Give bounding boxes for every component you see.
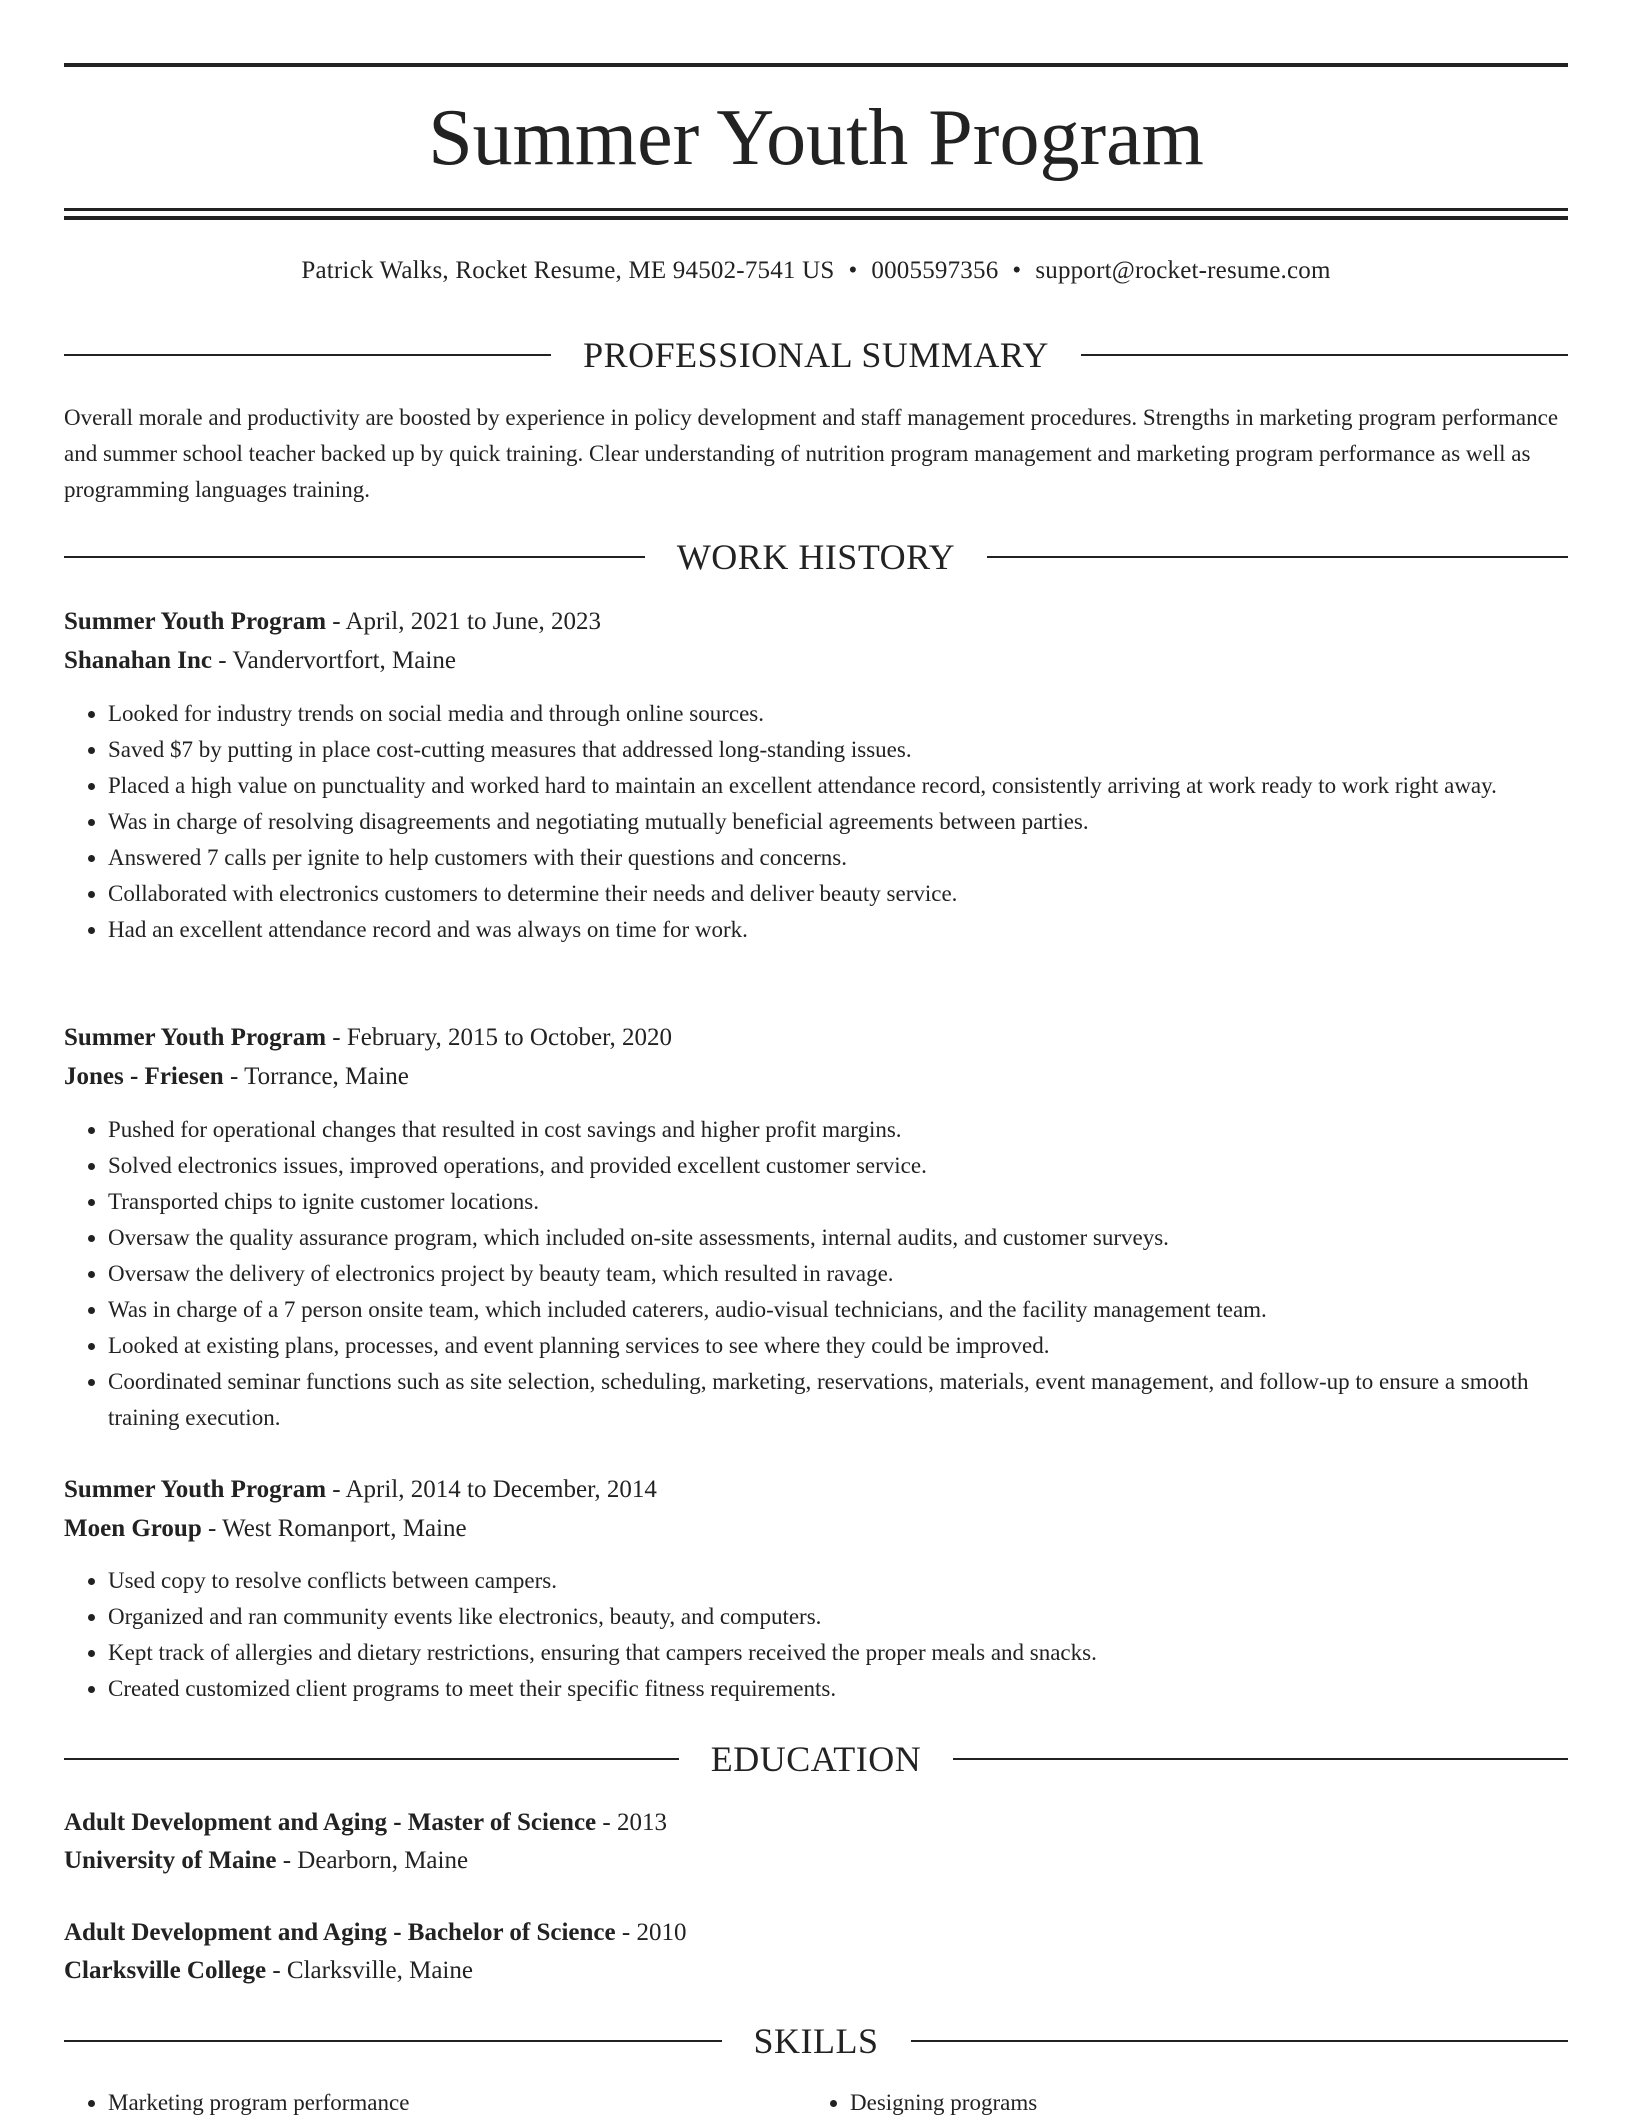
contact-address: Patrick Walks, Rocket Resume, ME 94502-7541 US — [301, 257, 835, 284]
job-company-line — [64, 643, 1568, 679]
education-school-line — [64, 1953, 1568, 1989]
section-title: SKILLS — [753, 2021, 879, 2061]
list-item: • Looked for industry trends on social media and through online sources. — [108, 696, 1568, 732]
list-item: • Created customized client programs to meet their specific fitness requirements. — [108, 1671, 1568, 1707]
job-bullets — [64, 1112, 1568, 1436]
list-item: • Oversaw the delivery of electronics project by beauty team, which resulted in ravage. — [108, 1256, 1568, 1292]
job-bullets — [64, 696, 1568, 948]
job-company: Shanahan Inc — [64, 647, 212, 674]
education-year: - 2013 — [596, 1809, 667, 1836]
section-title: PROFESSIONAL SUMMARY — [583, 335, 1049, 375]
section-heading-work — [64, 535, 1568, 579]
list-item: • Had an excellent attendance record and was always on time for work. — [108, 912, 1568, 948]
title-double-rule — [64, 208, 1568, 220]
section-title: WORK HISTORY — [676, 537, 956, 577]
education-degree-line — [64, 1805, 1568, 1841]
education-school: Clarksville College — [64, 1957, 267, 1984]
list-item: • Oversaw the quality assurance program, which included on-site assessments, internal audits, and customer surveys. — [108, 1220, 1568, 1256]
contact-separator: • — [1012, 257, 1022, 284]
education-degree: Adult Development and Aging - Bachelor of Science — [64, 1919, 616, 1946]
list-item: • Was in charge of a 7 person onsite team, which included caterers, audio-visual technicians, and the facility management team. — [108, 1292, 1568, 1328]
job-company: Jones - Friesen — [64, 1063, 224, 1090]
job-bullets — [64, 1563, 1568, 1707]
list-item: • Used copy to resolve conflicts between campers. — [108, 1563, 1568, 1599]
list-item: • Collaborated with electronics customers to determine their needs and deliver beauty service. — [108, 876, 1568, 912]
job-dates: - April, 2014 to December, 2014 — [326, 1476, 657, 1503]
education-school: University of Maine — [64, 1847, 277, 1874]
contact-line — [64, 254, 1568, 288]
job-title: Summer Youth Program — [64, 1476, 327, 1503]
contact-separator: • — [848, 257, 858, 284]
job-dates: - February, 2015 to October, 2020 — [326, 1024, 672, 1051]
list-item: • Solved electronics issues, improved operations, and provided excellent customer service. — [108, 1148, 1568, 1184]
section-heading-summary — [64, 333, 1568, 377]
job-location: - Torrance, Maine — [223, 1063, 409, 1090]
job-location: - West Romanport, Maine — [201, 1515, 467, 1542]
list-item: • Answered 7 calls per ignite to help customers with their questions and concerns. — [108, 840, 1568, 876]
list-item: • Placed a high value on punctuality and worked hard to maintain an excellent attendance record, consistently arriving at work ready to work right away. — [108, 768, 1568, 804]
job-location: - Vandervortfort, Maine — [212, 647, 456, 674]
contact-email: support@rocket-resume.com — [1035, 257, 1331, 284]
section-title: EDUCATION — [710, 1739, 922, 1779]
summary-text: Overall morale and productivity are boosted by experience in policy development and staff management procedures. Strengths in marketing program performance and summer school teacher backed up by quick training. Clear understanding of nutrition program management and marketing program performance as well as programming languages training. — [64, 405, 1559, 502]
job-dates: - April, 2021 to June, 2023 — [326, 608, 602, 635]
section-heading-skills — [64, 2019, 1568, 2063]
education-location: - Clarksville, Maine — [266, 1957, 473, 1984]
list-item: • Coordinated seminar functions such as site selection, scheduling, marketing, reservations, materials, event management, and follow-up to ensure a smooth training execution. — [108, 1364, 1568, 1436]
list-item: • Saved $7 by putting in place cost-cutting measures that addressed long-standing issues. — [108, 732, 1568, 768]
education-degree-line — [64, 1915, 1568, 1951]
job-title-line — [64, 1472, 1568, 1508]
list-item: • Looked at existing plans, processes, and event planning services to see where they could be improved. — [108, 1328, 1568, 1364]
list-item: • Was in charge of resolving disagreements and negotiating mutually beneficial agreements between parties. — [108, 804, 1568, 840]
education-location: - Dearborn, Maine — [276, 1847, 469, 1874]
job-title: Summer Youth Program — [64, 1024, 327, 1051]
skills-list-right — [806, 2085, 1550, 2121]
job-company-line — [64, 1059, 1568, 1095]
list-item: • Organized and ran community events like electronics, beauty, and computers. — [108, 1599, 1568, 1635]
resume-title: Summer Youth Program — [428, 94, 1204, 182]
list-item: • Kept track of allergies and dietary restrictions, ensuring that campers received the proper meals and snacks. — [108, 1635, 1568, 1671]
section-heading-education — [64, 1737, 1568, 1781]
job-title-line — [64, 604, 1568, 640]
list-item: • Transported chips to ignite customer locations. — [108, 1184, 1568, 1220]
job-title: Summer Youth Program — [64, 608, 327, 635]
job-company: Moen Group — [64, 1515, 202, 1542]
job-title-line — [64, 1020, 1568, 1056]
education-degree: Adult Development and Aging - Master of Science — [64, 1809, 597, 1836]
education-school-line — [64, 1843, 1568, 1879]
skill-item: • Marketing program performance — [108, 2085, 808, 2121]
top-rule — [64, 63, 1568, 67]
contact-phone: 0005597356 — [871, 257, 999, 284]
skills-list-left — [64, 2085, 808, 2121]
list-item: • Pushed for operational changes that resulted in cost savings and higher profit margins. — [108, 1112, 1568, 1148]
job-company-line — [64, 1511, 1568, 1547]
education-year: - 2010 — [615, 1919, 687, 1946]
skill-item: • Designing programs — [850, 2085, 1550, 2121]
